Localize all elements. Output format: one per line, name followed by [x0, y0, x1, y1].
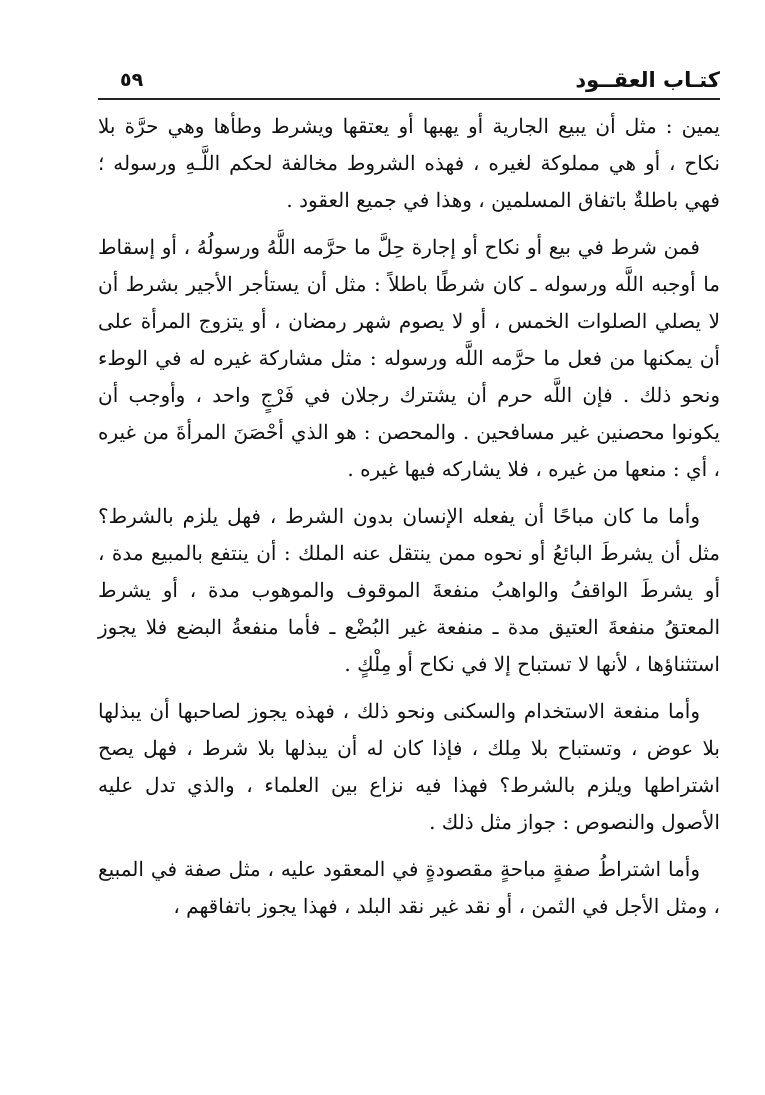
page-body [98, 108, 720, 935]
paragraph-1: يمين : مثل أن يبيع الجارية أو يهبها أو يعتقها ويشرط وطأها وهي حرَّة بلا نكاح ، أو هي مملوكة لغيره ، فهذه الشروط مخالفة لحكم اللَّـهِ ورسوله ؛ فهي باطلةٌ باتفاق المسلمين ، وهذا في جميع العقود . [98, 114, 720, 212]
paragraph-5: وأما اشتراطُ صفةٍ مباحةٍ مقصودةٍ في المعقود عليه ، مثل صفة في المبيع ، ومثل الأجل في الثمن ، أو نقد غير نقد البلد ، فهذا يجوز باتفاقهم ، [98, 857, 720, 918]
page-number: ٥٩ [120, 69, 144, 91]
paragraph-4: وأما منفعة الاستخدام والسكنى ونحو ذلك ، فهذه يجوز لصاحبها أن يبذلها بلا عوض ، وتستباح بلا مِلك ، فإذا كان له أن يبذلها بلا شرط ، فهل يصح اشتراطها ويلزم بالشرط؟ فهذا فيه نزاع بين العلماء ، والذي تدل عليه الأصول والنصوص : جواز مثل ذلك . [98, 699, 720, 834]
page-header [98, 64, 720, 96]
paragraph-3: وأما ما كان مباحًا أن يفعله الإنسان بدون الشرط ، فهل يلزم بالشرط؟ مثل أن يشرطَ البائعُ أو نحوه ممن ينتقل عنه الملك : أن ينتفع بالمبيع مدة ، أو يشرطَ الواقفُ والواهبُ منفعةَ الموقوف والموهوب مدة ، أو يشرط المعتقُ منفعةَ العتيق مدة ـ منفعة غير البُضْع ـ فأما منفعةُ البضع فلا يجوز استثناؤها ، لأنها لا تستباح إلا في نكاح أو مِلْكٍ . [98, 504, 720, 676]
paragraph-2: فمن شرط في بيع أو نكاح أو إجارة حِلَّ ما حرَّمه اللَّهُ ورسولُهُ ، أو إسقاط ما أوجبه اللَّه ورسوله ـ كان شرطًا باطلاً : مثل أن يستأجر الأجير بشرط أن لا يصلي الصلوات الخمس ، أو لا يصوم شهر رمضان ، أو يتزوج المرأة على أن يمكنها من فعل ما حرَّمه اللَّه ورسوله : مثل مشاركة غيره له في الوطء ونحو ذلك . فإن اللَّه حرم أن يشترك رجلان في فَرْجٍ واحد ، وأوجب أن يكونوا محصنين غير مسافحين . والمحصن : هو الذي أحْصَنَ المرأةَ من غيره ، أي : منعها من غيره ، فلا يشاركه فيها غيره . [98, 235, 720, 481]
running-title: كتـاب العقــود [575, 68, 720, 92]
header-rule [98, 98, 720, 100]
